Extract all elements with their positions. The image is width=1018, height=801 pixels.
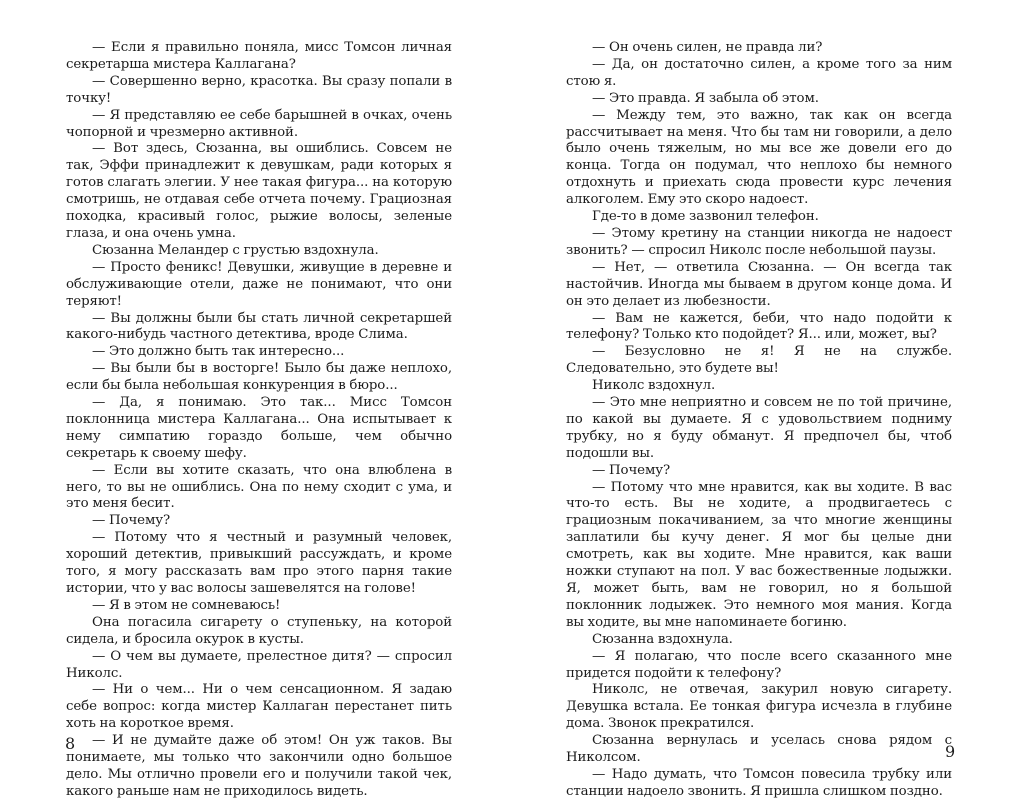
- paragraph: — Он очень силен, не правда ли?: [592, 40, 823, 55]
- paragraph: — Вам не кажется, беби, что надо подойти к телефону? Только кто подойдет? Я... или, может, вы?: [566, 310, 952, 343]
- paragraph: — Я представляю ее себе барышней в очках, очень чопорной и чрезмерно активной.: [66, 107, 452, 140]
- paragraph: — Если вы хотите сказать, что она влюблена в него, то вы не ошиблись. Она по нему сходит с ума, и это меня бесит.: [66, 462, 452, 512]
- right-page-text: [566, 40, 952, 801]
- paragraph: — Это мне неприятно и совсем не по той причине, по какой вы думаете. Я с удовольствием подниму трубку, но я буду обманут. Я предпочел бы, чтоб подошли вы.: [566, 395, 952, 461]
- paragraph: — Просто феникс! Девушки, живущие в деревне и обслуживающие отели, даже не понимают, что они теряют!: [66, 259, 452, 309]
- paragraph: — Нет, — ответила Сюзанна. — Он всегда так настойчив. Иногда мы бываем в другом конце дома. И он это делает из любезности.: [566, 259, 952, 309]
- left-page-number: 8: [65, 734, 76, 753]
- paragraph: Николс вздохнул.: [592, 378, 716, 394]
- right-page-number: 9: [945, 742, 956, 761]
- paragraph: Где-то в доме зазвонил телефон.: [592, 209, 819, 225]
- paragraph: — Это должно быть так интересно...: [92, 344, 345, 360]
- paragraph: — Я полагаю, что после всего сказанного мне придется подойти к телефону?: [566, 648, 952, 681]
- paragraph: — Если я правильно поняла, мисс Томсон личная секретарша мистера Каллагана?: [66, 40, 452, 72]
- paragraph: — Вы были бы в восторге! Было бы даже неплохо, если бы была небольшая конкуренция в бюро...: [66, 361, 452, 394]
- paragraph: — Безусловно не я! Я не на службе. Следовательно, это будете вы!: [566, 344, 952, 377]
- paragraph: Она погасила сигарету о ступеньку, на которой сидела, и бросила окурок в кусты.: [66, 614, 452, 647]
- paragraph: — Вы должны были бы стать личной секретаршей какого-нибудь частного детектива, вроде Слима.: [66, 310, 452, 343]
- paragraph: — Это правда. Я забыла об этом.: [592, 90, 819, 106]
- paragraph: — Потому что мне нравится, как вы ходите. В вас что-то есть. Вы не ходите, а продвигаетесь с грациозным покачиванием, за что многие женщины заплатили бы кучу денег. Я мог бы целые дни смотреть, как вы ходите. Мне нравится, как ваши ножки ступают на пол. У вас божественные лодыжки. Я, может быть, вам не говорил, но я большой поклонник лодыжек. Это немного моя мания. Когда вы ходите, вы мне напоминаете богиню.: [566, 479, 952, 630]
- paragraph: Сюзанна вздохнула.: [592, 631, 733, 647]
- paragraph: — Ни о чем... Ни о чем сенсационном. Я задаю себе вопрос: когда мистер Каллаган перестанет пить хоть на короткое время.: [66, 682, 452, 732]
- paragraph: — Потому что я честный и разумный человек, хороший детектив, привыкший рассуждать, и кроме того, я могу рассказать вам про этого парня такие истории, что у вас волосы зашевелятся на голове!: [66, 530, 452, 596]
- paragraph: — Да, я понимаю. Это так... Мисс Томсон поклонница мистера Каллагана... Она испытывает к нему симпатию гораздо больше, чем обычно секретарь к своему шефу.: [66, 395, 452, 461]
- paragraph: — Надо думать, что Томсон повесила трубку или станции надоело звонить. Я пришла слишком поздно.: [566, 766, 952, 799]
- paragraph: — И не думайте даже об этом! Он уж таков. Вы понимаете, мы только что закончили одно большое дело. Мы отлично провели его и получили такой чек, какого раньше нам не приходилось видеть.: [66, 733, 452, 799]
- paragraph: — Почему?: [92, 513, 171, 529]
- paragraph: Николс, не отвечая, закурил новую сигарету. Девушка встала. Ее тонкая фигура исчезла в глубине дома. Звонок прекратился.: [566, 682, 952, 732]
- paragraph: — Между тем, это важно, так как он всегда рассчитывает на меня. Что бы там ни говорили, а дело было очень тяжелым, но мы все же довели его до конца. Тогда он подумал, что неплохо бы немного отдохнуть и приехать сюда провести курс лечения алкоголем. Ему это скоро надоест.: [566, 107, 952, 208]
- left-page-text: [66, 40, 452, 801]
- paragraph: Сюзанна вернулась и уселась снова рядом с Николсом.: [566, 733, 952, 766]
- paragraph: — Я в этом не сомневаюсь!: [92, 597, 281, 613]
- paragraph: — Почему?: [592, 462, 671, 478]
- paragraph: — Вот здесь, Сюзанна, вы ошиблись. Совсем не так, Эффи принадлежит к девушкам, ради которых я готов слагать элегии. У нее такая фигура... на которую смотришь, не отдавая себе отчета почему. Грациозная походка, красивый голос, рыжие волосы, зеленые глаза, и она очень умна.: [66, 141, 452, 241]
- paragraph: — Совершенно верно, красотка. Вы сразу попали в точку!: [66, 73, 452, 106]
- paragraph: — О чем вы думаете, прелестное дитя? — спросил Николс.: [66, 648, 452, 681]
- paragraph: Сюзанна Меландер с грустью вздохнула.: [92, 242, 379, 258]
- paragraph: — Этому кретину на станции никогда не надоест звонить? — спросил Николс после небольшой паузы.: [566, 225, 952, 258]
- paragraph: — Да, он достаточно силен, а кроме того за ним стою я.: [566, 56, 952, 89]
